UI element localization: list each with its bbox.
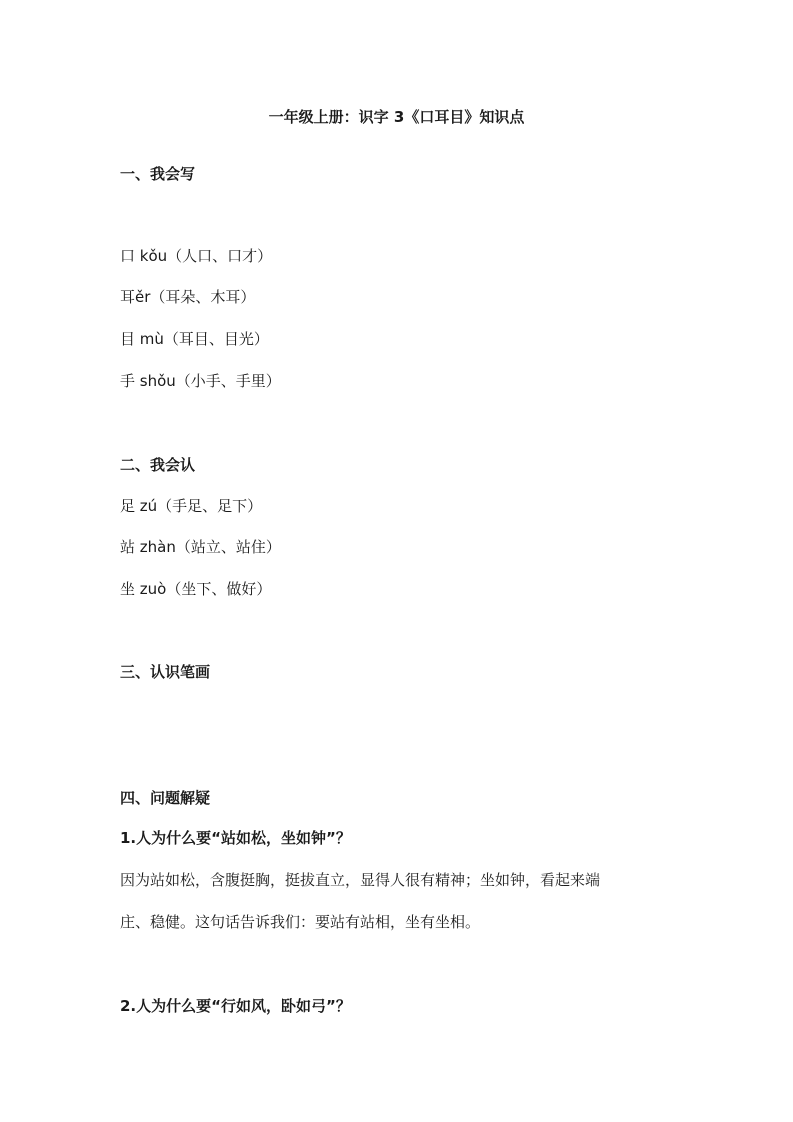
section-heading-write: 一、我会写	[120, 165, 196, 183]
question-2: 2.人为什么要“行如风，卧如弓”？	[120, 997, 351, 1015]
question-1: 1.人为什么要“站如松，坐如钟”？	[120, 829, 351, 847]
page-title: 一年级上册：识字 3《口耳目》知识点	[268, 108, 525, 126]
write-item-shou: 手 shǒu（小手、手里）	[120, 372, 281, 390]
section-heading-qa: 四、问题解疑	[120, 789, 211, 807]
section-heading-strokes: 三、认识笔画	[120, 663, 211, 681]
answer-1-line-2: 庄、稳健。这句话告诉我们：要站有站相，坐有坐相。	[120, 913, 481, 931]
write-item-er: 耳ěr（耳朵、木耳）	[120, 288, 256, 306]
recognize-item-zhan: 站 zhàn（站立、站住）	[120, 538, 281, 556]
recognize-item-zu: 足 zú（手足、足下）	[120, 497, 263, 515]
write-item-mu: 目 mù（耳目、目光）	[120, 330, 269, 348]
answer-1-line-1: 因为站如松，含腹挺胸，挺拔直立，显得人很有精神；坐如钟，看起来端	[120, 871, 601, 889]
section-heading-recognize: 二、我会认	[120, 456, 196, 474]
recognize-item-zuo: 坐 zuò（坐下、做好）	[120, 580, 272, 598]
write-item-kou: 口 kǒu（人口、口才）	[120, 247, 273, 265]
